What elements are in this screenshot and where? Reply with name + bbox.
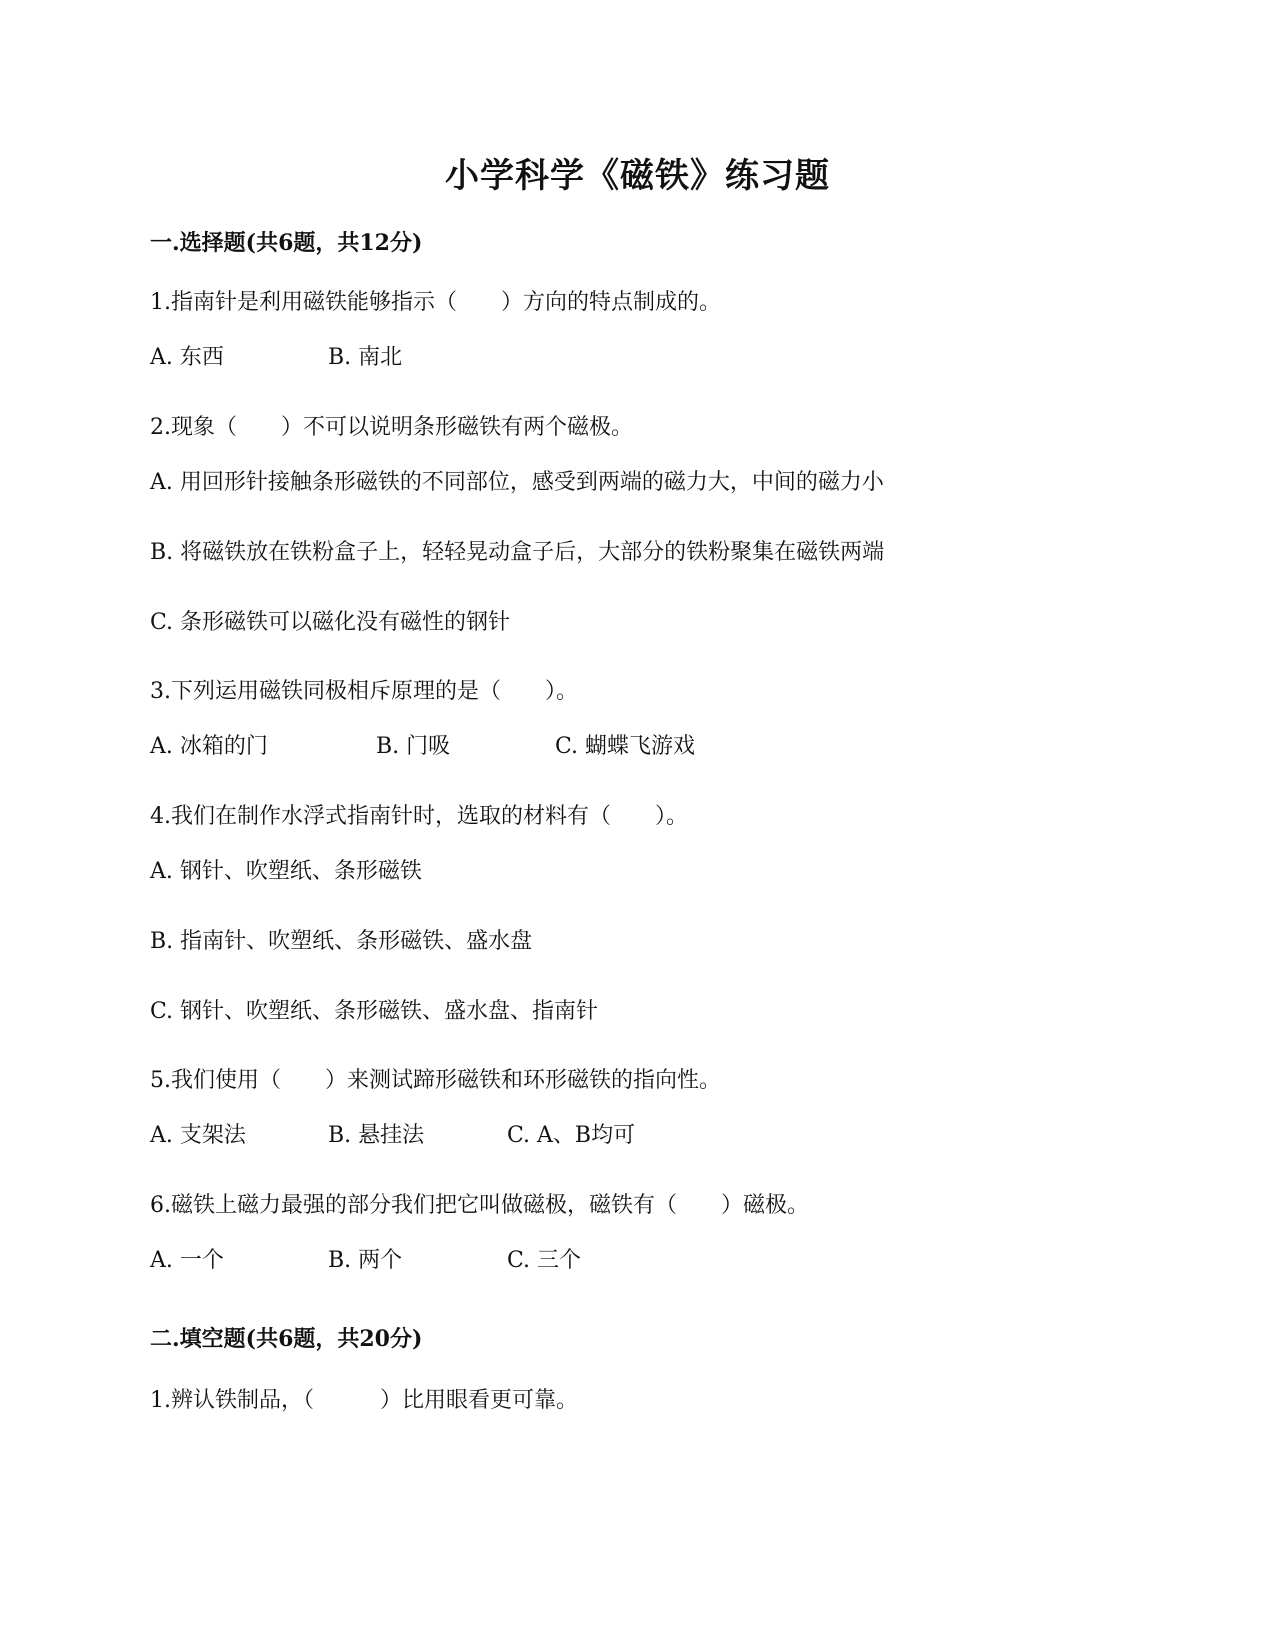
- question-stem: 1.指南针是利用磁铁能够指示（ ）方向的特点制成的。: [150, 290, 721, 315]
- question-option: C. 蝴蝶飞游戏: [555, 734, 696, 759]
- section-heading-fill-blank: 二.填空题(共6题，共20分): [150, 1326, 423, 1352]
- question-option: A. 钢针、吹塑纸、条形磁铁: [150, 859, 422, 884]
- question-stem: 2.现象（ ）不可以说明条形磁铁有两个磁极。: [150, 415, 633, 440]
- section-heading-choice: 一.选择题(共6题，共12分): [150, 230, 423, 256]
- question-option: B. 南北: [328, 345, 403, 370]
- question-option: B. 悬挂法: [328, 1123, 425, 1148]
- question-option: A. 东西: [150, 345, 224, 370]
- question-option: C. 三个: [507, 1248, 582, 1273]
- question-option: A. 冰箱的门: [150, 734, 268, 759]
- question-stem: 6.磁铁上磁力最强的部分我们把它叫做磁极，磁铁有（ ）磁极。: [150, 1193, 809, 1218]
- question-stem: 1.辨认铁制品，（ ）比用眼看更可靠。: [150, 1388, 578, 1413]
- question-option: A. 支架法: [150, 1123, 246, 1148]
- page-title: 小学科学《磁铁》练习题: [445, 156, 830, 196]
- question-stem: 3.下列运用磁铁同极相斥原理的是（ ）。: [150, 679, 578, 704]
- question-option: C. A、B均可: [507, 1123, 636, 1148]
- question-option: C. 钢针、吹塑纸、条形磁铁、盛水盘、指南针: [150, 999, 599, 1024]
- question-option: B. 指南针、吹塑纸、条形磁铁、盛水盘: [150, 929, 533, 954]
- question-option: C. 条形磁铁可以磁化没有磁性的钢针: [150, 610, 511, 635]
- question-stem: 4.我们在制作水浮式指南针时，选取的材料有（ ）。: [150, 804, 688, 829]
- question-option: B. 门吸: [376, 734, 451, 759]
- question-stem: 5.我们使用（ ）来测试蹄形磁铁和环形磁铁的指向性。: [150, 1068, 721, 1093]
- question-option: B. 将磁铁放在铁粉盒子上，轻轻晃动盒子后，大部分的铁粉聚集在磁铁两端: [150, 540, 885, 565]
- question-option: A. 一个: [150, 1248, 224, 1273]
- question-option: A. 用回形针接触条形磁铁的不同部位，感受到两端的磁力大，中间的磁力小: [150, 470, 884, 495]
- question-option: B. 两个: [328, 1248, 403, 1273]
